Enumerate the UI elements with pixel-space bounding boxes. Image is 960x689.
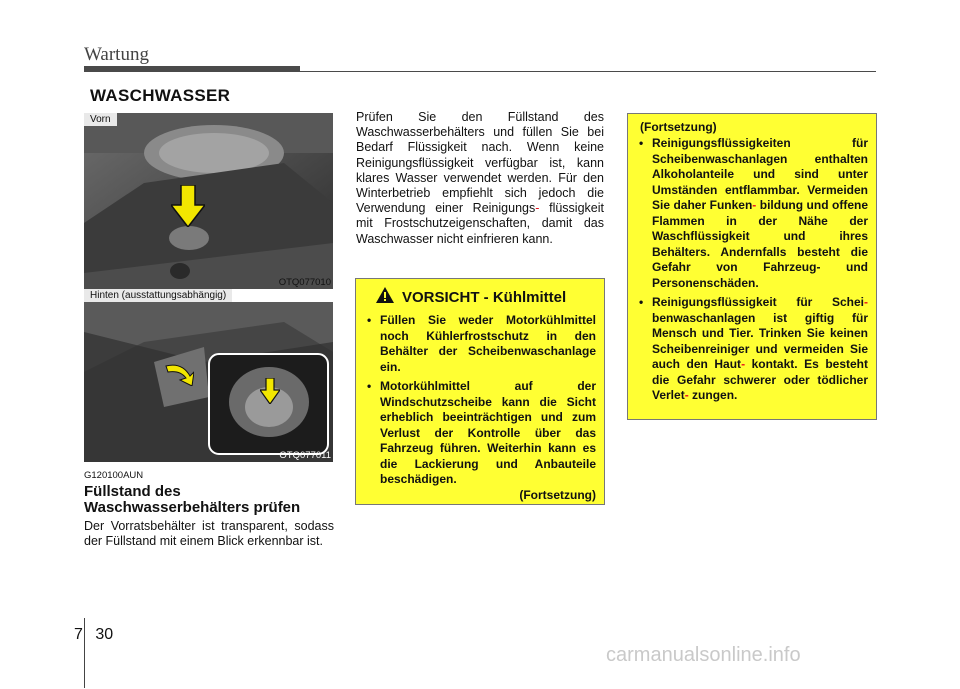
continued-heading: (Fortsetzung): [640, 120, 717, 134]
chapter-title: Wartung: [84, 44, 149, 65]
rear-compartment-photo: [84, 302, 333, 462]
curved-arrow-icon: [164, 362, 194, 386]
header-bar: [84, 66, 300, 72]
hyphen-mark: -: [864, 295, 868, 309]
hyphen-mark: -: [741, 357, 746, 371]
hyphen-mark: -: [752, 198, 757, 212]
continued-item-text: Reinigungsflüssigkeit für Schei: [652, 295, 864, 309]
caution-title-text: VORSICHT - Kühlmittel: [402, 288, 567, 306]
section-title: WASCHWASSER: [90, 86, 231, 105]
front-engine-photo: [84, 113, 333, 289]
warning-triangle-icon: [376, 287, 394, 307]
continued-item-text: Reinigungsflüssigkeiten für Scheibenwaschanlagen enthalten Alkoholanteile und sind unter Umständen entflammbar. Vermeiden Sie daher Funken: [652, 136, 868, 212]
down-arrow-icon: [171, 185, 205, 227]
section-code: G120100AUN: [84, 470, 144, 481]
photo-code-front: OTQ077010: [278, 277, 331, 288]
continued-item-text: zungen.: [692, 388, 738, 402]
photo-label-front: Vorn: [84, 113, 117, 126]
continued-item-text: bildung und offene Flammen in der Nähe der Waschflüssigkeit und ihres Behälters. Andernfalls besteht die Gefahr von Fahrzeug- und Personenschäden.: [652, 198, 868, 290]
continued-list: [636, 136, 868, 404]
page-number-value: 30: [95, 626, 114, 643]
caution-title: [376, 287, 596, 307]
middle-paragraph-part-b: flüssigkeit mit Frostschutzeigenschaften, damit das Waschwasser nicht einfrieren kann.: [356, 201, 604, 246]
continued-item-text: kontakt. Es besteht die Gefahr schwerer oder tödlicher Verlet: [652, 357, 868, 402]
header-rule: [300, 71, 876, 72]
down-arrow-icon: [260, 378, 280, 404]
hyphen-mark: -: [535, 201, 540, 216]
continued-item: [636, 136, 868, 291]
caution-list: [364, 313, 596, 488]
caution-item: • Motorkühlmittel auf der Windschutzscheibe kann die Sicht erheblich beeinträchtigen und zum Verlust der Kontrolle über das Fahrzeug führen. Weiterhin kann es die Lackierung und Anbauteile beschädigen.: [364, 379, 596, 488]
chapter-number: 7: [74, 626, 83, 643]
middle-paragraph-part-a: Prüfen Sie den Füllstand des Waschwasserbehälters und füllen Sie bei Bedarf Flüssigkeit nach. Wenn keine Reinigungsflüssigkeit verfügbar ist, kann klares Wasser verwendet werden. Für den Winterbetrieb empfiehlt sich jedoch die Verwendung einer Reinigungs: [356, 110, 604, 216]
continued-item-text: benwaschanlagen ist giftig für Mensch und Tier. Trinken Sie keinen Scheibenreiniger und vermeiden Sie auch den Haut: [652, 310, 868, 371]
subheading: Füllstand des Waschwasserbehälters prüfen: [84, 483, 301, 516]
page-number: [74, 626, 113, 644]
continued-box: [627, 113, 877, 420]
caution-box: [355, 278, 605, 505]
hyphen-mark: -: [684, 388, 689, 402]
caution-item: • Füllen Sie weder Motorkühlmittel noch Kühlerfrostschutz in den Behälter der Scheibenwaschanlage ein.: [364, 313, 596, 375]
photo-label-rear: Hinten (ausstattungsabhängig): [84, 289, 232, 302]
continued-item: [636, 295, 868, 404]
photo-code-rear: OTQ077011: [279, 450, 331, 461]
middle-paragraph: [356, 110, 604, 247]
left-paragraph: Der Vorratsbehälter ist transparent, sodass der Füllstand mit einem Blick erkennbar ist.: [84, 519, 334, 549]
caution-continued: (Fortsetzung): [519, 487, 596, 502]
watermark: carmanualsonline.info: [606, 644, 801, 666]
